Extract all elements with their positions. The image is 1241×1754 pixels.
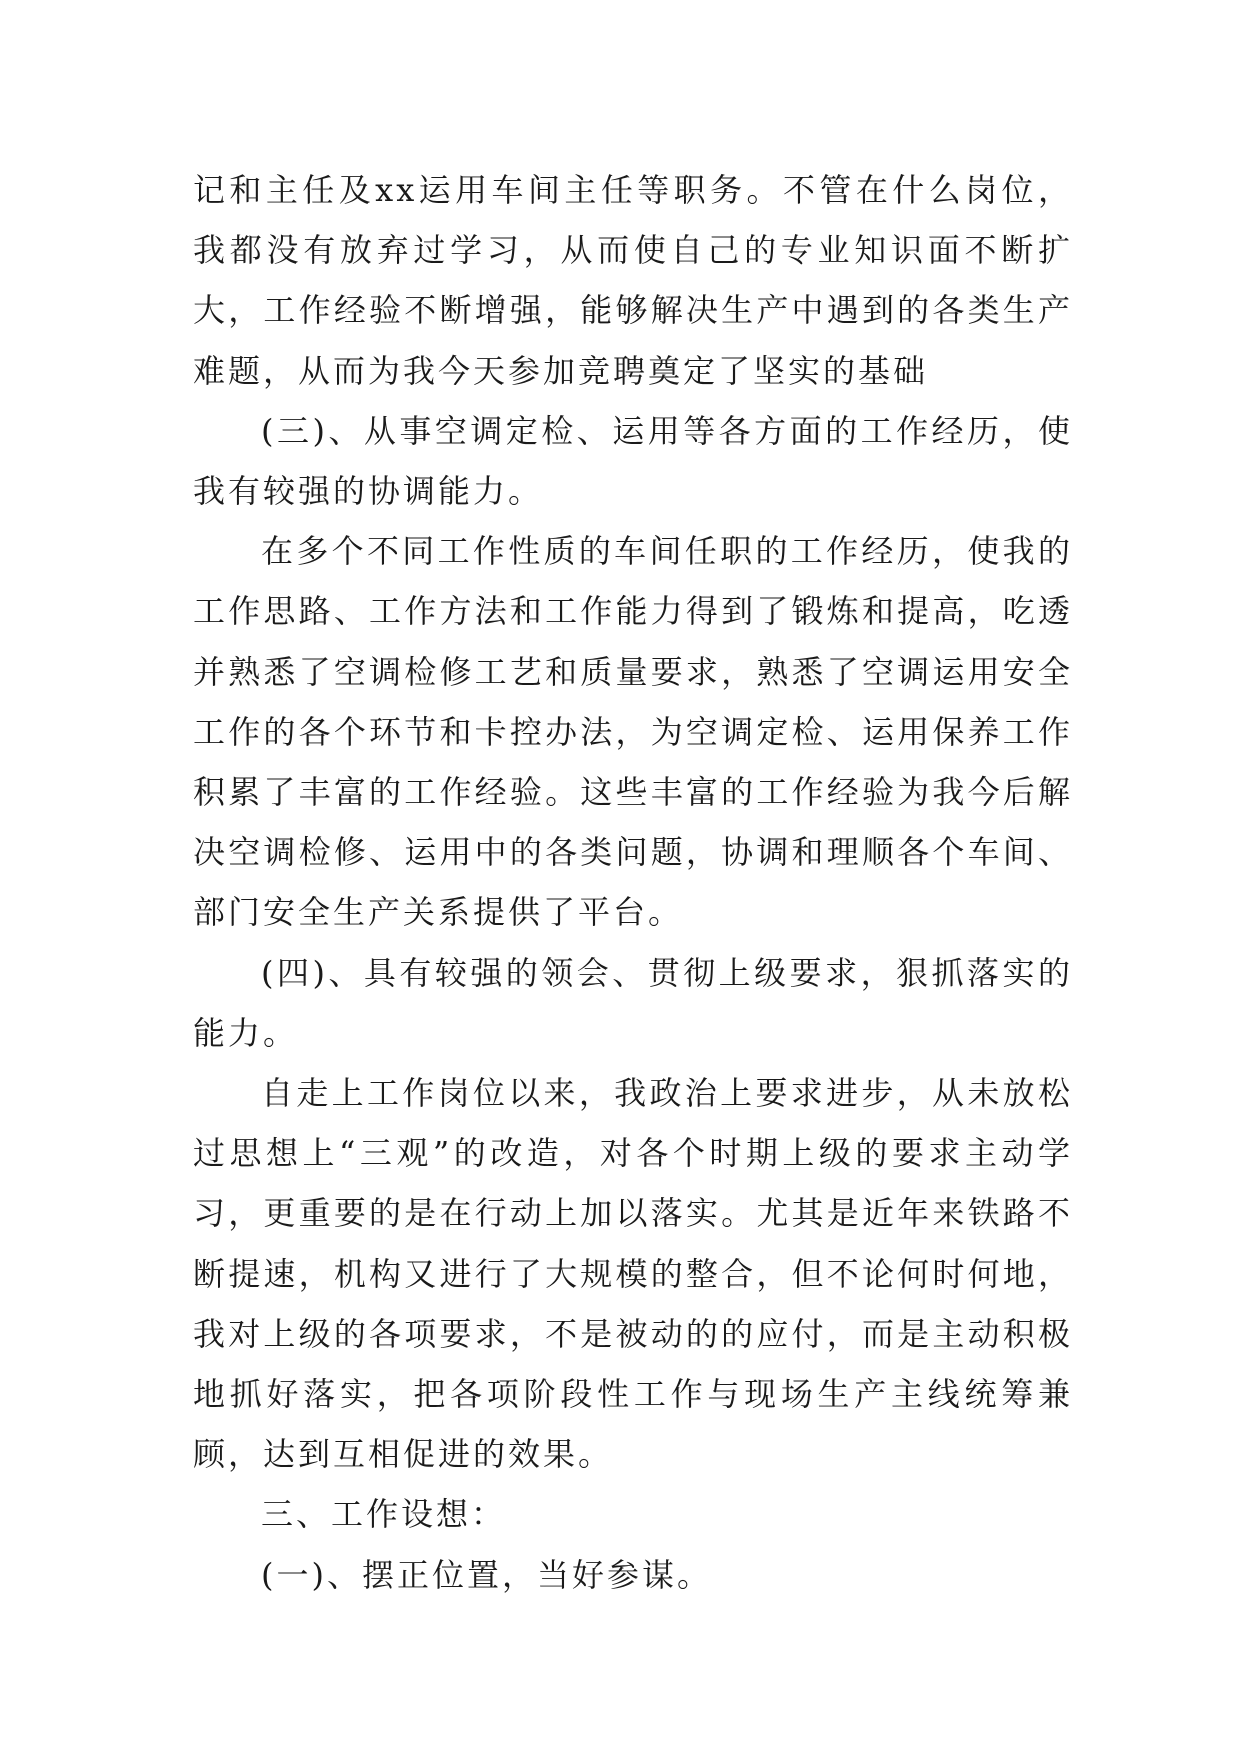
document-body [193,160,1073,1605]
paragraph-continuation: 记和主任及xx运用车间主任等职务。不管在什么岗位，我都没有放弃过学习，从而使自己的专业知识面不断扩大，工作经验不断增强，能够解决生产中遇到的各类生产难题，从而为我今天参加竞聘奠定了坚实的基础 [193,171,1073,390]
paragraph-heading-3: (三)、从事空调定检、运用等各方面的工作经历，使我有较强的协调能力。 [193,411,1073,511]
paragraph-body: 在多个不同工作性质的车间任职的工作经历，使我的工作思路、工作方法和工作能力得到了锻炼和提高，吃透并熟悉了空调检修工艺和质量要求，熟悉了空调运用安全工作的各个环节和卡控办法，为空调定检、运用保养工作积累了丰富的工作经验。这些丰富的工作经验为我今后解决空调检修、运用中的各类问题，协调和理顺各个车间、部门安全生产关系提供了平台。 [193,532,1073,932]
paragraph-body: 自走上工作岗位以来，我政治上要求进步，从未放松过思想上“三观”的改造，对各个时期上级的要求主动学习，更重要的是在行动上加以落实。尤其是近年来铁路不断提速，机构又进行了大规模的整合，但不论何时何地，我对上级的各项要求，不是被动的的应付，而是主动积极地抓好落实，把各项阶段性工作与现场生产主线统筹兼顾，达到互相促进的效果。 [193,1074,1073,1474]
paragraph-heading-1: (一)、摆正位置，当好参谋。 [261,1555,712,1594]
section-heading: 三、工作设想： [261,1495,507,1534]
paragraph-heading-4: (四)、具有较强的领会、贯彻上级要求，狠抓落实的能力。 [193,953,1073,1052]
